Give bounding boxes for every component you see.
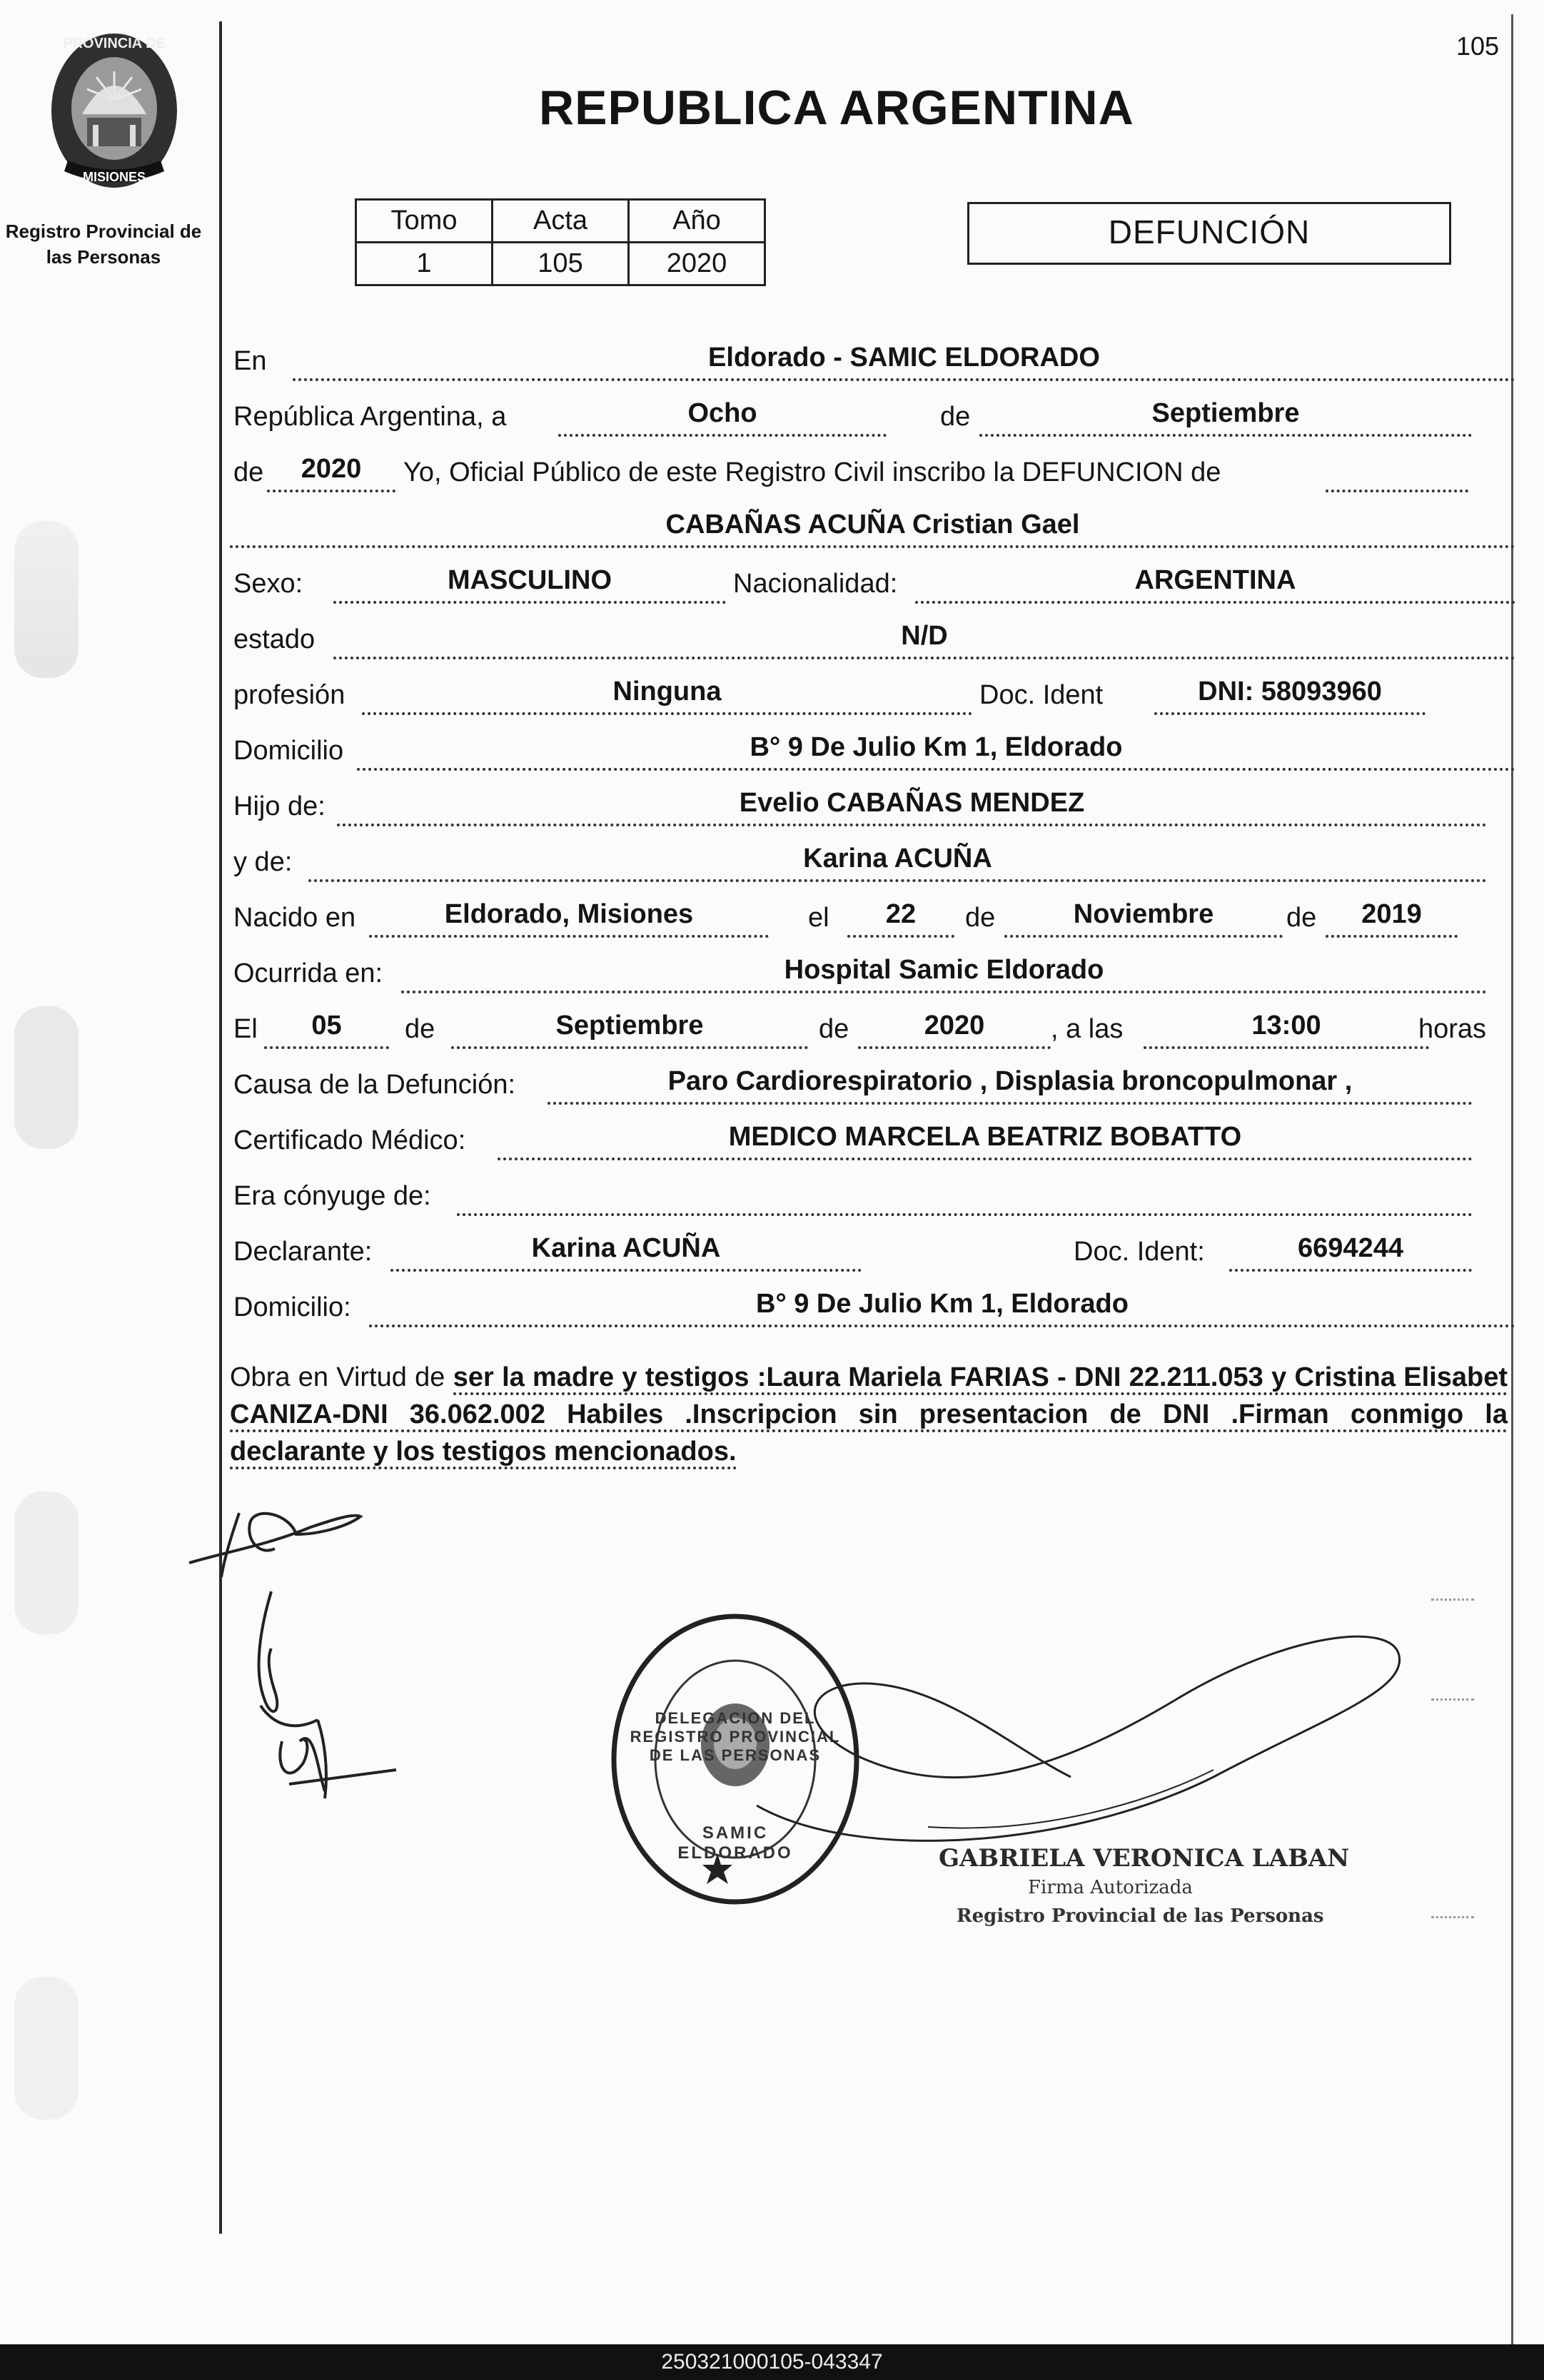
ghost-emblem-3: [14, 1492, 79, 1634]
label-causa: Causa de la Defunción:: [233, 1070, 516, 1100]
label-sexo: Sexo:: [233, 569, 303, 599]
field-obra: ser la madre y testigos :Laura Mariela FARIAS - DNI 22.211.053 y Cristina Elisabet CANIZA-DNI 36.062.002 Habiles .Inscripcion sin presentacion de DNI .Firman conmigo la declarante y los testigos mencionados.: [230, 1362, 1508, 1469]
signatory-role: Firma Autorizada: [1028, 1877, 1193, 1898]
row-domicilio: [230, 725, 1515, 779]
label-de2: de: [233, 457, 264, 487]
field-mes-inscripcion: Septiembre: [979, 395, 1472, 437]
emblem-banner-text: MISIONES: [82, 170, 146, 184]
label-yo: Yo, Oficial Público de este Registro Civil inscribo la DEFUNCION de: [403, 457, 1221, 487]
document-id: 250321000105-043347: [661, 2350, 883, 2374]
label-doc-ident-decl: Doc. Ident:: [1074, 1237, 1205, 1267]
field-fallec-mes: Septiembre: [451, 1008, 808, 1049]
page-title: REPUBLICA ARGENTINA: [539, 81, 1134, 135]
row-profesion: [230, 669, 1515, 724]
ghost-dots-3: [1431, 1916, 1474, 1920]
ghost-dots-1: [1431, 1599, 1474, 1603]
reference-table-value-row: [356, 243, 765, 285]
field-fallecido: CABAÑAS ACUÑA Cristian Gael: [230, 507, 1515, 548]
emblem-caption-line2: las Personas: [46, 246, 161, 268]
ref-header-anio: Año: [629, 200, 765, 243]
label-domicilio: Domicilio: [233, 736, 344, 766]
row-sexo: [230, 558, 1515, 612]
field-nacido-dia: 22: [847, 896, 954, 938]
record-type-box: DEFUNCIÓN: [967, 202, 1451, 265]
field-fallec-hora: 13:00: [1144, 1008, 1429, 1049]
field-domicilio: B° 9 De Julio Km 1, Eldorado: [357, 729, 1515, 771]
row-fecha-inscripcion: [230, 391, 1515, 445]
signatory-name: GABRIELA VERONICA LABAN: [939, 1844, 1350, 1873]
row-y-de: [230, 836, 1515, 891]
label-ocurrida-en: Ocurrida en:: [233, 958, 383, 988]
field-causa: Paro Cardiorespiratorio , Displasia broncopulmonar ,: [548, 1063, 1473, 1105]
field-nacido-lugar: Eldorado, Misiones: [369, 896, 769, 938]
field-conyuge: [457, 1175, 1473, 1216]
field-madre: Karina ACUÑA: [308, 841, 1487, 882]
label-de-o2: de: [819, 1014, 849, 1044]
field-dia-inscripcion: Ocho: [558, 395, 887, 437]
row-domicilio-declarante: [230, 1282, 1515, 1336]
reference-table: [355, 198, 766, 286]
label-declarante: Declarante:: [233, 1237, 373, 1267]
label-nacido-en: Nacido en: [233, 903, 356, 933]
obra-paragraph: [230, 1359, 1508, 1470]
label-estado: estado: [233, 624, 316, 654]
row-ocurrida-en: [230, 948, 1515, 1002]
field-blank-trail: [1326, 451, 1468, 492]
label-de-n2: de: [1286, 903, 1317, 933]
row-nacido: [230, 892, 1515, 946]
ref-value-acta: 105: [493, 243, 629, 285]
ref-value-tomo: 1: [356, 243, 493, 285]
handwritten-signatures: [182, 1484, 418, 1813]
ref-header-tomo: Tomo: [356, 200, 493, 243]
reference-table-header-row: [356, 200, 765, 243]
field-lugar: Eldorado - SAMIC ELDORADO: [293, 340, 1515, 381]
field-declarante-domicilio: B° 9 De Julio Km 1, Eldorado: [369, 1286, 1515, 1327]
page-number: 105: [1456, 31, 1500, 61]
row-anio-inscripcion: [230, 447, 1515, 501]
ghost-emblem-1: [14, 521, 79, 678]
field-estado: N/D: [333, 618, 1515, 659]
field-doc-ident: DNI: 58093960: [1154, 674, 1426, 715]
label-nacionalidad: Nacionalidad:: [733, 569, 898, 599]
ref-header-acta: Acta: [493, 200, 629, 243]
label-a-las: , a las: [1051, 1014, 1124, 1044]
ref-value-anio: 2020: [629, 243, 765, 285]
document-id-bar: [0, 2344, 1544, 2380]
ghost-emblem-4: [14, 1977, 79, 2120]
row-certificado: [230, 1115, 1515, 1169]
misiones-emblem: [21, 29, 207, 200]
field-padre: Evelio CABAÑAS MENDEZ: [337, 785, 1487, 826]
seal-inner-text: SAMIC ELDORADO: [677, 1823, 793, 1863]
field-nacido-anio: 2019: [1326, 896, 1458, 938]
row-fecha-defuncion: [230, 1003, 1515, 1058]
row-lugar: [230, 335, 1515, 390]
field-ocurrida-en: Hospital Samic Eldorado: [401, 952, 1487, 993]
left-margin-rule: [219, 21, 222, 2234]
label-de-o1: de: [405, 1014, 435, 1044]
emblem-caption: [0, 218, 207, 270]
label-profesion: profesión: [233, 680, 345, 710]
label-en: En: [233, 346, 267, 376]
label-doc-ident: Doc. Ident: [979, 680, 1104, 710]
label-conyuge: Era cónyuge de:: [233, 1181, 431, 1211]
label-horas: horas: [1418, 1014, 1487, 1044]
row-declarante: [230, 1226, 1515, 1280]
seal-ring-text: DELEGACION DEL REGISTRO PROVINCIAL DE LAS PERSONAS: [630, 1709, 841, 1764]
row-estado: [230, 614, 1515, 668]
label-certificado: Certificado Médico:: [233, 1125, 466, 1155]
row-causa: [230, 1059, 1515, 1113]
emblem-caption-line1: Registro Provincial de: [5, 221, 202, 242]
label-obra: Obra en Virtud de: [230, 1362, 445, 1392]
ghost-dots-2: [1431, 1698, 1474, 1703]
label-de: de: [940, 402, 971, 432]
field-nacido-mes: Noviembre: [1004, 896, 1283, 938]
field-nacionalidad: ARGENTINA: [915, 562, 1515, 604]
label-domicilio-decl: Domicilio:: [233, 1292, 351, 1322]
row-fallecido: [230, 502, 1515, 557]
label-republica: República Argentina, a: [233, 402, 507, 432]
field-profesion: Ninguna: [362, 674, 972, 715]
label-el-cap: El: [233, 1014, 258, 1044]
field-certificado: MEDICO MARCELA BEATRIZ BOBATTO: [498, 1119, 1473, 1160]
label-hijo-de: Hijo de:: [233, 791, 326, 821]
row-hijo-de: [230, 781, 1515, 835]
label-de-n1: de: [965, 903, 996, 933]
field-anio-inscripcion: 2020: [267, 451, 395, 492]
label-y-de: y de:: [233, 847, 293, 877]
field-sexo: MASCULINO: [333, 562, 726, 604]
emblem-ring-text: PROVINCIA DE: [63, 36, 166, 51]
ghost-emblem-2: [14, 1006, 79, 1149]
signatory-office: Registro Provincial de las Personas: [957, 1905, 1324, 1927]
field-declarante: Karina ACUÑA: [390, 1230, 862, 1272]
label-el: el: [808, 903, 829, 933]
row-conyuge: [230, 1170, 1515, 1225]
field-fallec-dia: 05: [264, 1008, 389, 1049]
field-declarante-doc: 6694244: [1229, 1230, 1472, 1272]
field-fallec-anio: 2020: [858, 1008, 1051, 1049]
